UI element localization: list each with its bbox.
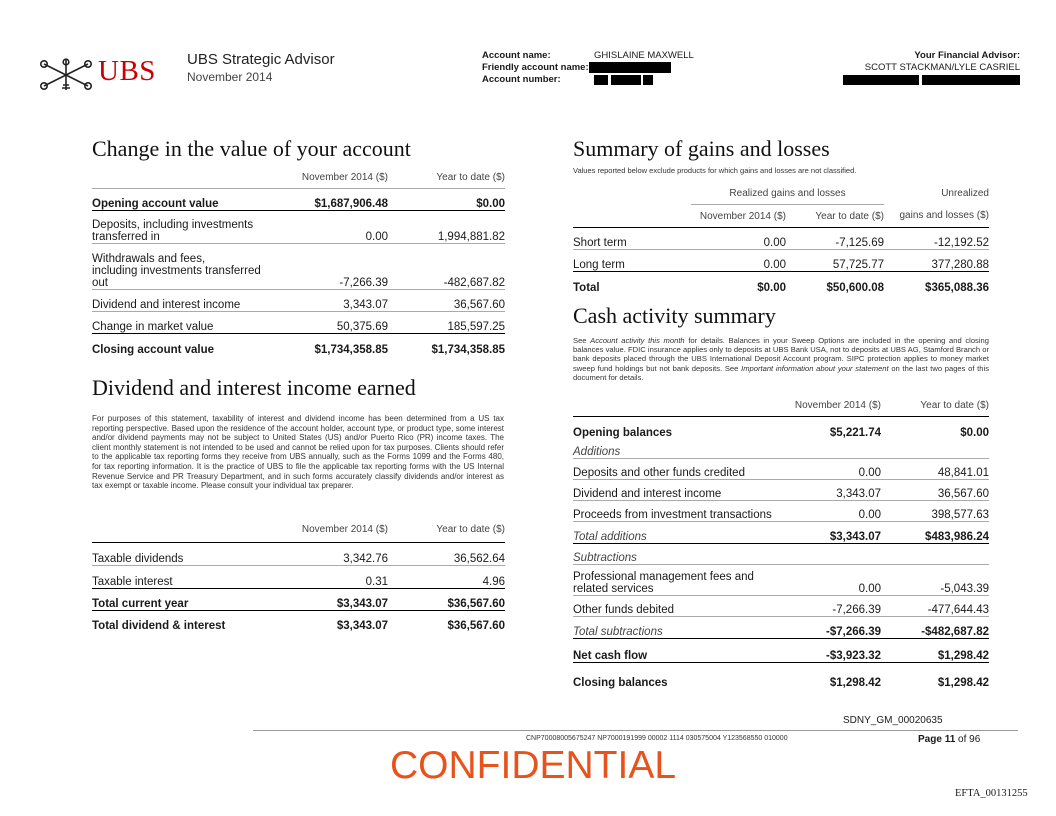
account-name-label: Account name: bbox=[482, 50, 551, 61]
table-row bbox=[573, 228, 989, 250]
row-value: -5,043.39 bbox=[881, 565, 989, 596]
row-value: 48,841.01 bbox=[881, 459, 989, 480]
table-row bbox=[92, 565, 505, 588]
row-label: Long term bbox=[573, 250, 691, 272]
redaction-bar bbox=[611, 75, 641, 85]
row-value: $1,687,906.48 bbox=[282, 189, 388, 211]
confidential-stamp: CONFIDENTIAL bbox=[390, 744, 677, 787]
table-row bbox=[573, 639, 989, 663]
redaction-bar bbox=[594, 75, 608, 85]
row-value: $483,986.24 bbox=[881, 522, 989, 544]
account-name: GHISLAINE MAXWELL bbox=[594, 50, 694, 61]
row-value: -$7,266.39 bbox=[785, 617, 881, 639]
row-label: Taxable dividends bbox=[92, 542, 282, 565]
row-value: $0.00 bbox=[388, 189, 505, 211]
column-header: Year to date ($) bbox=[388, 518, 505, 542]
dividend-title: Dividend and interest income earned bbox=[92, 375, 416, 400]
column-header: Year to date ($) bbox=[388, 166, 505, 189]
dividend-table bbox=[92, 518, 505, 632]
row-value: $0.00 bbox=[960, 426, 989, 439]
row-label: Total subtractions bbox=[573, 617, 785, 639]
row-value: 377,280.88 bbox=[884, 250, 989, 272]
table-row bbox=[573, 272, 989, 294]
bates-number: SDNY_GM_00020635 bbox=[843, 715, 943, 726]
column-header: gains and losses ($) bbox=[884, 205, 989, 228]
row-value: -482,687.82 bbox=[388, 244, 505, 290]
table-row bbox=[573, 565, 989, 596]
row-label: Deposits and other funds credited bbox=[573, 459, 785, 480]
table-row bbox=[573, 544, 989, 565]
row-value: 36,567.60 bbox=[388, 290, 505, 312]
table-header-row bbox=[92, 166, 505, 189]
table-row bbox=[573, 417, 989, 439]
cash-paragraph: See Account activity this month for details. Balances in your Sweep Options are included in the opening and closing balances value. FDIC insurance applies only to deposits at UBS Bank USA, not to deposits at UBS AG, Stamford Branch or bank deposits placed through the UBS International Deposit Account program. SIPC protection applies to money market sweep fund holdings but not bank deposits. See Important information about your statement on the last two pages of this document for details. bbox=[573, 336, 989, 382]
redaction-bar bbox=[922, 75, 1020, 85]
advisor-label: Your Financial Advisor: bbox=[914, 50, 1020, 61]
account-number-label: Account number: bbox=[482, 74, 561, 86]
row-value: $1,734,358.85 bbox=[431, 343, 505, 356]
column-header: November 2014 ($) bbox=[785, 394, 881, 417]
friendly-name-label: Friendly account name: bbox=[482, 62, 589, 74]
gains-note: Values reported below exclude products for which gains and losses are not classified. bbox=[573, 166, 857, 175]
redaction-bar bbox=[643, 75, 653, 85]
row-label: Proceeds from investment transactions bbox=[573, 501, 785, 522]
row-value: 0.00 bbox=[282, 211, 388, 244]
row-label: Total current year bbox=[92, 588, 282, 610]
row-value: 0.31 bbox=[282, 565, 388, 588]
account-info bbox=[482, 50, 694, 86]
table-row bbox=[92, 334, 505, 356]
table-row bbox=[573, 522, 989, 544]
row-label: Net cash flow bbox=[573, 639, 785, 663]
row-label: Total bbox=[573, 281, 600, 294]
redaction-bar bbox=[589, 62, 671, 73]
row-value: 3,343.07 bbox=[282, 290, 388, 312]
row-label: Dividend and interest income bbox=[573, 480, 785, 501]
table-row bbox=[573, 250, 989, 272]
table-row bbox=[573, 596, 989, 617]
section-label: Subtractions bbox=[573, 544, 989, 565]
row-label: Dividend and interest income bbox=[92, 290, 282, 312]
table-row bbox=[92, 189, 505, 211]
table-row bbox=[573, 617, 989, 639]
row-label: out bbox=[92, 277, 108, 289]
column-header: Year to date ($) bbox=[786, 205, 884, 228]
page-indicator: Page 11 of 96 bbox=[918, 734, 981, 745]
statement-code: CNP70008005675247 NP7000191999 00002 1114 030575004 Y123568550 010000 bbox=[526, 735, 788, 742]
row-value: -12,192.52 bbox=[884, 228, 989, 250]
row-label: Professional management fees and bbox=[573, 571, 754, 583]
ubs-keys-logo-icon bbox=[38, 58, 94, 92]
row-value: $3,343.07 bbox=[282, 588, 388, 610]
row-value: $36,567.60 bbox=[447, 620, 505, 632]
cash-title: Cash activity summary bbox=[573, 303, 776, 328]
row-label: Taxable interest bbox=[92, 565, 282, 588]
row-value: 36,562.64 bbox=[388, 542, 505, 565]
row-value: -7,266.39 bbox=[282, 244, 388, 290]
row-label: Deposits, including investments bbox=[92, 219, 254, 231]
table-header-row bbox=[92, 518, 505, 542]
row-value: $1,298.42 bbox=[937, 676, 989, 689]
column-header: November 2014 ($) bbox=[691, 205, 786, 228]
column-group-header: Realized gains and losses bbox=[691, 182, 884, 205]
row-value: $1,734,358.85 bbox=[314, 343, 388, 356]
column-header: Year to date ($) bbox=[881, 394, 989, 417]
table-row bbox=[573, 439, 989, 459]
gains-title: Summary of gains and losses bbox=[573, 136, 830, 161]
row-label: including investments transferred bbox=[92, 265, 261, 277]
row-value: 0.00 bbox=[691, 228, 786, 250]
row-value: 0.00 bbox=[785, 565, 881, 596]
row-value: $0.00 bbox=[757, 281, 786, 294]
row-value: 1,994,881.82 bbox=[388, 211, 505, 244]
table-header-row bbox=[573, 182, 989, 205]
row-value: $5,221.74 bbox=[829, 426, 881, 439]
change-value-table bbox=[92, 166, 505, 356]
row-value: $50,600.08 bbox=[826, 281, 884, 294]
table-row bbox=[573, 480, 989, 501]
row-label: Change in market value bbox=[92, 312, 282, 334]
row-label: Short term bbox=[573, 228, 691, 250]
row-value: 0.00 bbox=[785, 501, 881, 522]
row-value: $36,567.60 bbox=[388, 588, 505, 610]
efta-number: EFTA_00131255 bbox=[955, 788, 1028, 799]
financial-advisor bbox=[843, 50, 1020, 87]
row-value: 398,577.63 bbox=[881, 501, 989, 522]
row-value: 3,343.07 bbox=[785, 480, 881, 501]
table-row bbox=[573, 459, 989, 480]
table-row bbox=[573, 501, 989, 522]
row-value: $3,343.07 bbox=[785, 522, 881, 544]
row-value: 0.00 bbox=[785, 459, 881, 480]
table-row bbox=[92, 211, 505, 244]
redaction-bar bbox=[843, 75, 919, 85]
ubs-logo-text: UBS bbox=[98, 55, 156, 87]
table-header-row bbox=[573, 394, 989, 417]
row-value: $3,343.07 bbox=[336, 620, 388, 632]
row-value: 0.00 bbox=[691, 250, 786, 272]
change-value-title: Change in the value of your account bbox=[92, 136, 411, 161]
table-row bbox=[92, 542, 505, 565]
table-row bbox=[92, 312, 505, 334]
row-value: $1,298.42 bbox=[881, 639, 989, 663]
row-label: Withdrawals and fees, bbox=[92, 253, 206, 265]
row-label: related services bbox=[573, 583, 654, 595]
row-label: Opening balances bbox=[573, 426, 673, 439]
table-row bbox=[92, 244, 505, 290]
row-label: Closing account value bbox=[92, 343, 215, 356]
tax-disclaimer-paragraph: For purposes of this statement, taxability of interest and dividend income has been determined from a US tax reporting perspective. Based upon the residence of the account holder, account type, or product type, some interest and/or dividend payments may not be subject to United States (US) and/or Puerto Rico (PR) income taxes. The client monthly statement is not intended to be used and cannot be relied upon for tax purposes. Clients should refer to the applicable tax reporting forms they receive from UBS annually, such as the Forms 1099 and the Forms 480, for tax reporting information. It is the practice of UBS to file the applicable tax reporting forms with the US Internal Revenue Service and PR Treasury Department, and in such forms accurately classify dividends and/or interest as tax exempt or taxable income. Please consult your individual tax preparer. bbox=[92, 414, 504, 491]
row-value: -7,266.39 bbox=[785, 596, 881, 617]
row-label: transferred in bbox=[92, 231, 160, 243]
cash-table bbox=[573, 394, 989, 689]
gains-table bbox=[573, 182, 989, 294]
row-value: -7,125.69 bbox=[786, 228, 884, 250]
section-label: Additions bbox=[573, 439, 989, 459]
row-value: 57,725.77 bbox=[786, 250, 884, 272]
row-value: 4.96 bbox=[388, 565, 505, 588]
row-value: -$482,687.82 bbox=[881, 617, 989, 639]
brand-title: UBS Strategic Advisor bbox=[187, 51, 335, 68]
column-header: Unrealized bbox=[941, 187, 989, 199]
row-label: Opening account value bbox=[92, 189, 282, 211]
column-header: November 2014 ($) bbox=[282, 518, 388, 542]
row-label: Other funds debited bbox=[573, 596, 785, 617]
table-row bbox=[92, 290, 505, 312]
advisor-name: SCOTT STACKMAN/LYLE CASRIEL bbox=[864, 62, 1020, 73]
row-label: Total dividend & interest bbox=[92, 620, 226, 632]
table-row bbox=[92, 588, 505, 610]
row-value: $1,298.42 bbox=[829, 676, 881, 689]
table-row bbox=[573, 663, 989, 689]
row-value: 50,375.69 bbox=[282, 312, 388, 334]
row-label: Total additions bbox=[573, 522, 785, 544]
row-value: -477,644.43 bbox=[881, 596, 989, 617]
column-header: November 2014 ($) bbox=[282, 166, 388, 189]
row-value: 36,567.60 bbox=[881, 480, 989, 501]
table-header-row bbox=[573, 205, 989, 228]
table-row bbox=[92, 610, 505, 632]
row-value: 185,597.25 bbox=[388, 312, 505, 334]
row-value: $365,088.36 bbox=[925, 281, 989, 294]
footer-divider bbox=[253, 730, 1018, 731]
statement-date: November 2014 bbox=[187, 70, 273, 84]
row-value: -$3,923.32 bbox=[785, 639, 881, 663]
row-label: Closing balances bbox=[573, 676, 668, 689]
row-value: 3,342.76 bbox=[282, 542, 388, 565]
